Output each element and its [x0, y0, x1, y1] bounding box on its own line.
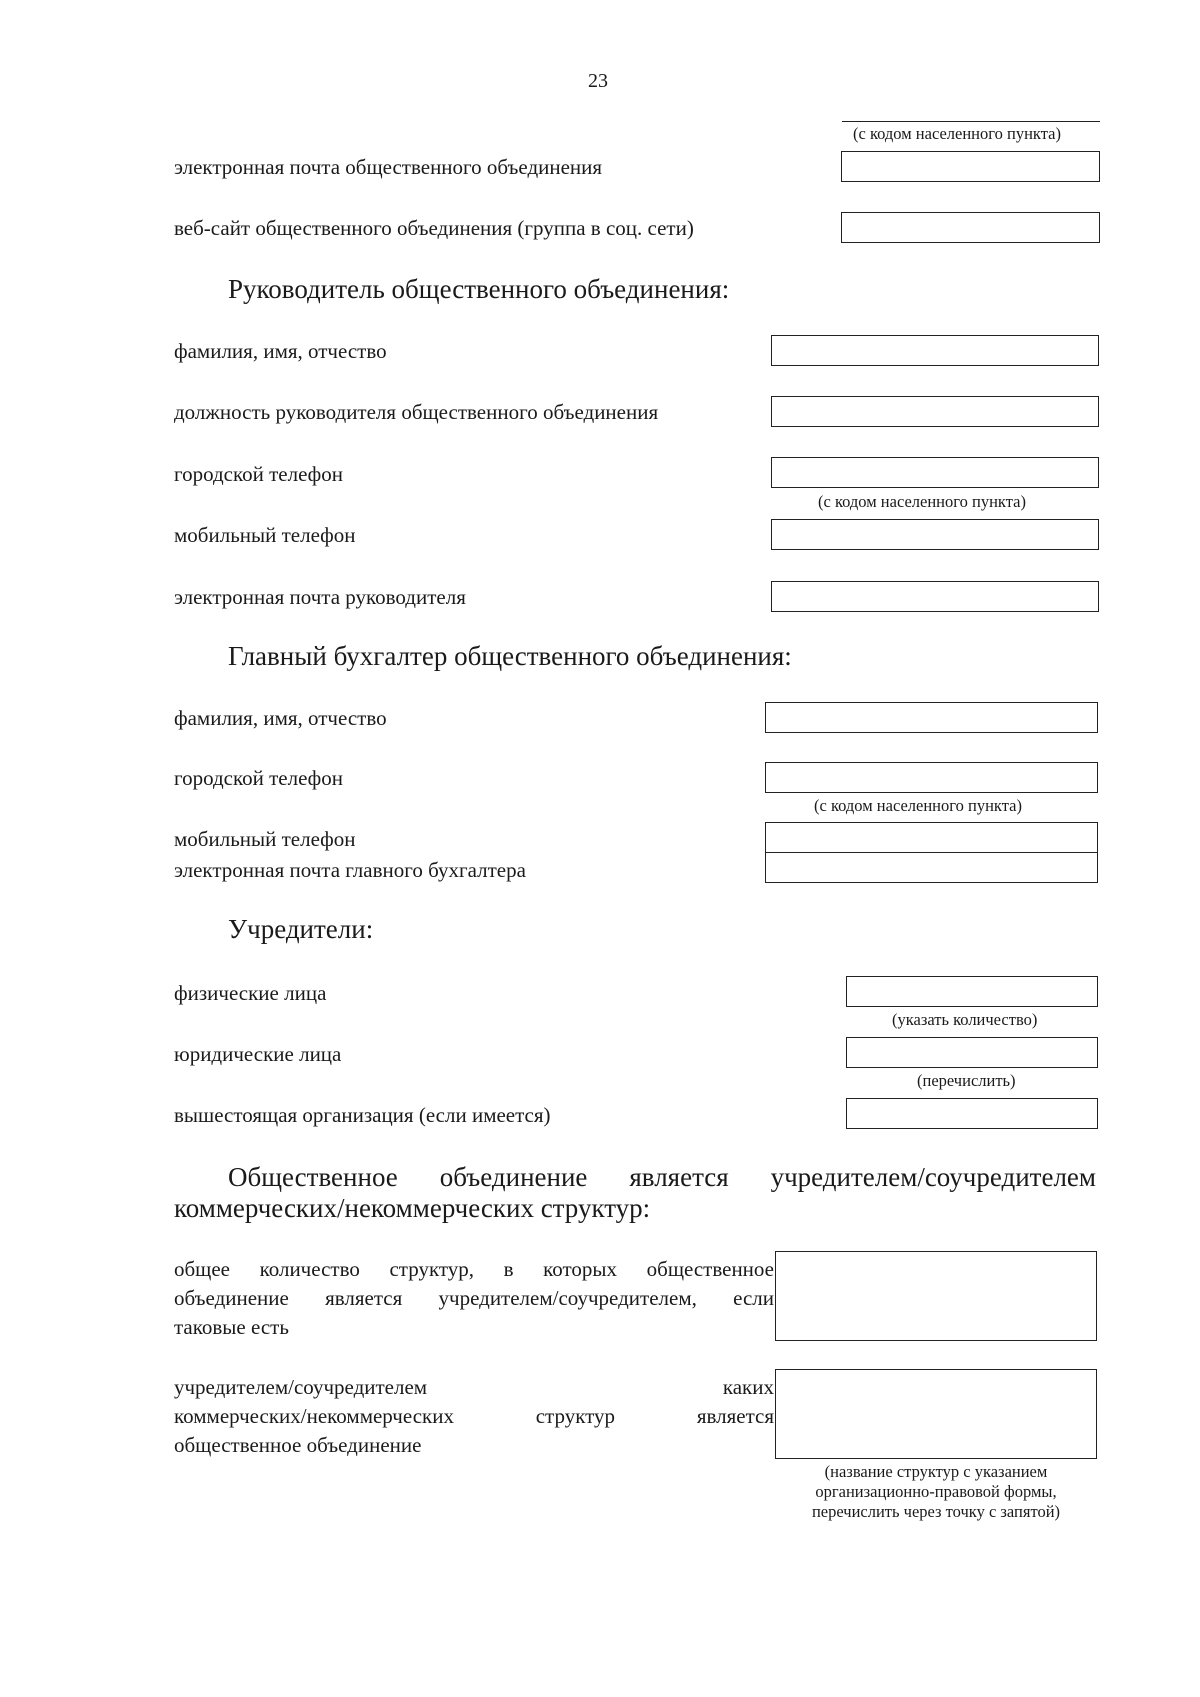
accountant-email-label: электронная почта главного бухгалтера — [174, 858, 526, 882]
structures-title-line1-text: Общественное объединение является учредителем/соучредителем — [228, 1162, 1096, 1192]
structures-count-label — [174, 1255, 774, 1342]
head-city-phone-hint: (с кодом населенного пункта) — [818, 492, 1026, 511]
accountant-fio-label: фамилия, имя, отчество — [174, 706, 387, 730]
org-email-field[interactable] — [841, 151, 1100, 182]
founders-legal-field[interactable] — [846, 1037, 1098, 1068]
head-position-field[interactable] — [771, 396, 1099, 427]
accountant-mobile-label: мобильный телефон — [174, 827, 356, 851]
founders-individuals-hint: (указать количество) — [892, 1010, 1038, 1029]
structures-which-line2: коммерческих/некоммерческих структур является — [174, 1404, 774, 1428]
head-position-label: должность руководителя общественного объединения — [174, 400, 659, 424]
org-email-label: электронная почта общественного объединения — [174, 155, 603, 179]
accountant-mobile-field[interactable] — [765, 822, 1098, 853]
head-fio-field[interactable] — [771, 335, 1099, 366]
head-email-label: электронная почта руководителя — [174, 585, 466, 609]
accountant-city-phone-hint: (с кодом населенного пункта) — [814, 796, 1022, 815]
founders-parent-label: вышестоящая организация (если имеется) — [174, 1103, 551, 1127]
structures-title-line2: коммерческих/некоммерческих структур: — [174, 1193, 651, 1223]
accountant-fio-field[interactable] — [765, 702, 1098, 733]
structures-which-hint-2: организационно-правовой формы, — [815, 1482, 1057, 1501]
structures-which-hint-1: (название структур с указанием — [824, 1462, 1048, 1481]
page-number: 23 — [588, 70, 608, 92]
accountant-email-field[interactable] — [765, 852, 1098, 883]
founders-parent-field[interactable] — [846, 1098, 1098, 1129]
head-mobile-label: мобильный телефон — [174, 523, 356, 547]
top-hint: (с кодом населенного пункта) — [853, 124, 1061, 143]
structures-which-hint-3: перечислить через точку с запятой) — [811, 1502, 1061, 1521]
structures-which-hint — [775, 1462, 1097, 1522]
head-city-phone-label: городской телефон — [174, 462, 344, 486]
founders-individuals-field[interactable] — [846, 976, 1098, 1007]
structures-which-label — [174, 1373, 774, 1460]
accountant-section-title: Главный бухгалтер общественного объединения: — [228, 641, 792, 671]
org-website-field[interactable] — [841, 212, 1100, 243]
head-fio-label: фамилия, имя, отчество — [174, 339, 387, 363]
founders-legal-hint: (перечислить) — [917, 1071, 1016, 1090]
structures-which-field[interactable] — [775, 1369, 1097, 1459]
structures-count-line3: таковые есть — [174, 1315, 289, 1339]
head-section-title: Руководитель общественного объединения: — [228, 274, 730, 304]
head-email-field[interactable] — [771, 581, 1099, 612]
structures-title-line1 — [228, 1162, 1096, 1193]
founders-legal-label: юридические лица — [174, 1042, 342, 1066]
structures-count-line2: объединение является учредителем/соучредителем, если — [174, 1286, 774, 1310]
head-mobile-field[interactable] — [771, 519, 1099, 550]
top-hint-line — [842, 121, 1100, 122]
head-city-phone-field[interactable] — [771, 457, 1099, 488]
founders-individuals-label: физические лица — [174, 981, 327, 1005]
accountant-city-phone-label: городской телефон — [174, 766, 344, 790]
founders-section-title: Учредители: — [228, 914, 374, 944]
accountant-city-phone-field[interactable] — [765, 762, 1098, 793]
structures-count-line1: общее количество структур, в которых общественное — [174, 1257, 774, 1281]
org-website-label: веб-сайт общественного объединения (группа в соц. сети) — [174, 216, 694, 240]
structures-which-line3: общественное объединение — [174, 1433, 422, 1457]
structures-which-line1: учредителем/соучредителем каких — [174, 1375, 774, 1399]
structures-count-field[interactable] — [775, 1251, 1097, 1341]
